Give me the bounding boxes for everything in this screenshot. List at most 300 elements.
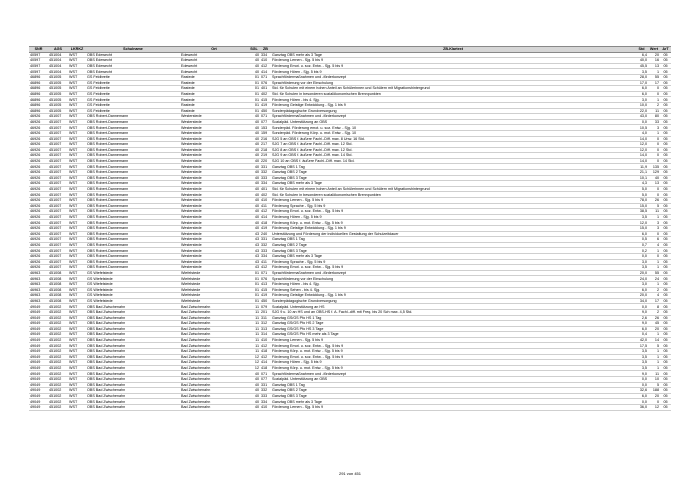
cell-ort: Westerstede — [180, 164, 248, 170]
cell-sgl: 01 — [248, 287, 260, 293]
cell-ags: 451007 — [48, 181, 68, 187]
cell-snr: 46926 — [29, 198, 48, 204]
cell-zb-klartext: Förderung Hören - bis 4. Sjg. — [271, 281, 635, 287]
cell-art: 05 — [660, 69, 671, 75]
cell-ort: Wiefelstede — [180, 287, 248, 293]
cell-sgl: 40 — [248, 52, 260, 58]
cell-wert: 13 — [648, 181, 660, 187]
cell-snr: 46926 — [29, 147, 48, 153]
cell-snr: 46896 — [29, 108, 48, 114]
cell-sgl: 01 — [248, 91, 260, 97]
cell-snr: 46926 — [29, 142, 48, 148]
cell-ort: Westerstede — [180, 209, 248, 215]
cell-sgl: 43 — [248, 259, 260, 265]
cell-lkrkz: WST — [68, 203, 86, 209]
cell-art: 05 — [660, 164, 671, 170]
cell-schulname: OBS Robert-Dannemann — [86, 175, 180, 181]
cell-snr: 49049 — [29, 332, 48, 338]
cell-ort: Rastede — [180, 108, 248, 114]
cell-lkrkz: WST — [68, 214, 86, 220]
cell-std: 5,0 — [635, 186, 648, 192]
cell-ags: 451008 — [48, 270, 68, 276]
cell-ags: 451002 — [48, 332, 68, 338]
cell-ort: Bad Zwischenahn — [180, 326, 248, 332]
cell-ags: 451002 — [48, 365, 68, 371]
cell-std: 12,0 — [635, 220, 648, 226]
cell-ags: 451005 — [48, 80, 68, 86]
cell-ort: Bad Zwischenahn — [180, 337, 248, 343]
cell-snr: 40597 — [29, 69, 48, 75]
cell-ort: Rastede — [180, 86, 248, 92]
cell-ags: 451007 — [48, 164, 68, 170]
cell-sgl: 11 — [248, 321, 260, 327]
cell-wert: 14 — [648, 337, 660, 343]
cell-schulname: OBS Robert-Dannemann — [86, 231, 180, 237]
cell-zb: 071 — [260, 74, 271, 80]
cell-snr: 49049 — [29, 377, 48, 383]
cell-snr: 49049 — [29, 321, 48, 327]
cell-art: 05 — [660, 259, 671, 265]
cell-wert: 26 — [648, 315, 660, 321]
cell-snr: 49049 — [29, 349, 48, 355]
cell-zb: 071 — [260, 114, 271, 120]
cell-ort: Wiefelstede — [180, 298, 248, 304]
cell-zb: 402 — [260, 192, 271, 198]
cell-art: 05 — [660, 377, 671, 383]
cell-art: 05 — [660, 382, 671, 388]
cell-lkrkz: WST — [68, 69, 86, 75]
col-header-zb-klartext: ZB-Klartext — [271, 47, 635, 53]
cell-snr: 46926 — [29, 209, 48, 215]
col-header-ags: AGS — [48, 47, 68, 53]
cell-std: 10,1 — [635, 175, 648, 181]
cell-wert: 1 — [648, 265, 660, 271]
cell-ort: Westerstede — [180, 147, 248, 153]
cell-snr: 46926 — [29, 186, 48, 192]
cell-art: 05 — [660, 214, 671, 220]
cell-snr: 46926 — [29, 192, 48, 198]
cell-zb-klartext: Ganztag OBS 2 Tage — [271, 388, 635, 394]
cell-ags: 451007 — [48, 192, 68, 198]
cell-ort: Westerstede — [180, 259, 248, 265]
cell-zb: 332 — [260, 170, 271, 176]
cell-lkrkz: WST — [68, 114, 86, 120]
cell-snr: 46926 — [29, 158, 48, 164]
cell-lkrkz: WST — [68, 343, 86, 349]
cell-wert: 11 — [648, 108, 660, 114]
cell-zb-klartext: Ganztag GS/GS Pfo HS mehr als 3 Tage — [271, 332, 635, 338]
cell-zb-klartext: Sprachfördermaßnahmen und -förderkonzept — [271, 114, 635, 120]
cell-ags: 451007 — [48, 114, 68, 120]
cell-lkrkz: WST — [68, 170, 86, 176]
cell-wert: 0 — [648, 153, 660, 159]
cell-ort: Bad Zwischenahn — [180, 343, 248, 349]
col-header-schulname: Schulname — [86, 47, 180, 53]
cell-schulname: OBS Bad Zwischenahn — [86, 377, 180, 383]
cell-wert: 0 — [648, 186, 660, 192]
cell-lkrkz: WST — [68, 332, 86, 338]
cell-sgl: 40 — [248, 69, 260, 75]
cell-ags: 451002 — [48, 349, 68, 355]
cell-zb: 334 — [260, 181, 271, 187]
cell-ort: Westerstede — [180, 136, 248, 142]
cell-wert: 17 — [648, 298, 660, 304]
cell-zb-klartext: Ganztag GS/GS Pfo HS 1 Tag — [271, 315, 635, 321]
cell-snr: 49049 — [29, 337, 48, 343]
cell-lkrkz: WST — [68, 58, 86, 64]
cell-std: 17,5 — [635, 343, 648, 349]
cell-zb: 419 — [260, 226, 271, 232]
cell-snr: 46926 — [29, 226, 48, 232]
cell-sgl: 40 — [248, 175, 260, 181]
cell-lkrkz: WST — [68, 153, 86, 159]
cell-sgl: 40 — [248, 405, 260, 411]
cell-lkrkz: WST — [68, 130, 86, 136]
cell-lkrkz: WST — [68, 309, 86, 315]
cell-ags: 451008 — [48, 293, 68, 299]
cell-ort: Westerstede — [180, 203, 248, 209]
cell-zb-klartext: Ganztag GS/GS Pfo HS 2 Tage — [271, 321, 635, 327]
cell-sgl: 01 — [248, 281, 260, 287]
cell-std: 12,0 — [635, 147, 648, 153]
cell-zb-klartext: Ganztag OBS mehr als 3 Tage — [271, 253, 635, 259]
cell-wert: 24 — [648, 276, 660, 282]
cell-zb-klartext: Förderung Emot. u. soz. Entw. - Sjg. 5 bis 9 — [271, 343, 635, 349]
cell-snr: 46896 — [29, 80, 48, 86]
cell-ort: Westerstede — [180, 158, 248, 164]
col-header-sgl: SGL — [248, 47, 260, 53]
cell-ort: Wiefelstede — [180, 281, 248, 287]
cell-wert: 6 — [648, 237, 660, 243]
cell-lkrkz: WST — [68, 158, 86, 164]
cell-std: 6,0 — [635, 287, 648, 293]
cell-art: 05 — [660, 248, 671, 254]
cell-zb: 077 — [260, 119, 271, 125]
cell-zb-klartext: Std. für Schulen mit einem hohen Anteil an Schülerinnen und Schülern mit Migrationshintergrund — [271, 186, 635, 192]
cell-zb-klartext: Förderung Geistige Entwicklung - Sjg. 1 bis 9 — [271, 293, 635, 299]
cell-ags: 451007 — [48, 214, 68, 220]
cell-lkrkz: WST — [68, 405, 86, 411]
cell-art: 05 — [660, 321, 671, 327]
cell-zb: 333 — [260, 175, 271, 181]
cell-std: 12,0 — [635, 142, 648, 148]
cell-lkrkz: WST — [68, 119, 86, 125]
cell-sgl: 01 — [248, 74, 260, 80]
cell-std: 4,0 — [635, 130, 648, 136]
cell-ort: Westerstede — [180, 186, 248, 192]
cell-zb: 450 — [260, 108, 271, 114]
cell-art: 05 — [660, 91, 671, 97]
cell-ort: Westerstede — [180, 114, 248, 120]
cell-wert: 0 — [648, 158, 660, 164]
cell-std: 9,0 — [635, 371, 648, 377]
cell-zb: 314 — [260, 332, 271, 338]
cell-ags: 451002 — [48, 343, 68, 349]
cell-sgl: 40 — [248, 382, 260, 388]
cell-std: 6,0 — [635, 86, 648, 92]
cell-sgl: 40 — [248, 170, 260, 176]
cell-snr: 46896 — [29, 86, 48, 92]
cell-zb: 410 — [260, 337, 271, 343]
cell-schulname: OBS Robert-Dannemann — [86, 142, 180, 148]
cell-wert: 0 — [648, 253, 660, 259]
cell-std: 11,9 — [635, 164, 648, 170]
cell-ags: 451002 — [48, 371, 68, 377]
cell-ort: Bad Zwischenahn — [180, 321, 248, 327]
cell-snr: 46926 — [29, 253, 48, 259]
cell-std: 3,5 — [635, 365, 648, 371]
cell-ort: Westerstede — [180, 265, 248, 271]
cell-schulname: OBS Bad Zwischenahn — [86, 321, 180, 327]
cell-zb-klartext: Förderung Lernen - Sjg. 5 bis 9 — [271, 405, 635, 411]
cell-wert: 2 — [648, 287, 660, 293]
cell-zb: 071 — [260, 371, 271, 377]
cell-schulname: OBS Bad Zwischenahn — [86, 382, 180, 388]
cell-art: 05 — [660, 270, 671, 276]
cell-zb: 412 — [260, 265, 271, 271]
cell-zb-klartext: Förderung Lernen - Sjg. 5 bis 9 — [271, 58, 635, 64]
cell-snr: 46963 — [29, 287, 48, 293]
cell-ort: Westerstede — [180, 175, 248, 181]
cell-schulname: GS Wiefelstede — [86, 287, 180, 293]
cell-sgl: 40 — [248, 58, 260, 64]
cell-snr: 46896 — [29, 91, 48, 97]
cell-schulname: OBS Robert-Dannemann — [86, 153, 180, 159]
cell-wert: 0 — [648, 399, 660, 405]
cell-art: 05 — [660, 265, 671, 271]
cell-sgl: 11 — [248, 326, 260, 332]
cell-ags: 451005 — [48, 74, 68, 80]
cell-ags: 451004 — [48, 58, 68, 64]
cell-std: 45,5 — [635, 63, 648, 69]
cell-snr: 46926 — [29, 170, 48, 176]
cell-wert: 20 — [648, 393, 660, 399]
col-header-snr: SNR — [29, 47, 48, 53]
cell-ort: Edewecht — [180, 52, 248, 58]
cell-zb-klartext: Ganztag OBS 3 Tage — [271, 393, 635, 399]
cell-sgl: 40 — [248, 214, 260, 220]
cell-ags: 451007 — [48, 170, 68, 176]
cell-lkrkz: WST — [68, 393, 86, 399]
cell-ort: Rastede — [180, 80, 248, 86]
cell-sgl: 40 — [248, 209, 260, 215]
cell-sgl: 01 — [248, 102, 260, 108]
cell-schulname: GS Feldbreite — [86, 108, 180, 114]
cell-std: 9,0 — [635, 321, 648, 327]
cell-art: 05 — [660, 170, 671, 176]
cell-sgl: 01 — [248, 276, 260, 282]
cell-zb-klartext: Sprachfördermaßnahmen und -förderkonzept — [271, 270, 635, 276]
cell-ort: Wiefelstede — [180, 293, 248, 299]
cell-wert: 0 — [648, 192, 660, 198]
cell-ort: Bad Zwischenahn — [180, 382, 248, 388]
cell-std: 36,0 — [635, 405, 648, 411]
cell-sgl: 01 — [248, 270, 260, 276]
cell-wert: 188 — [648, 388, 660, 394]
cell-sgl: 11 — [248, 343, 260, 349]
cell-schulname: OBS Edewecht — [86, 52, 180, 58]
cell-schulname: OBS Robert-Dannemann — [86, 226, 180, 232]
cell-art: 05 — [660, 192, 671, 198]
cell-sgl: 11 — [248, 349, 260, 355]
cell-art: 05 — [660, 332, 671, 338]
cell-wert: 0 — [648, 86, 660, 92]
cell-schulname: OBS Robert-Dannemann — [86, 125, 180, 131]
cell-ags: 451002 — [48, 399, 68, 405]
cell-art: 05 — [660, 349, 671, 355]
cell-art: 05 — [660, 399, 671, 405]
cell-schulname: OBS Bad Zwischenahn — [86, 388, 180, 394]
cell-zb-klartext: Sprachförderung vor der Einschulung — [271, 276, 635, 282]
cell-zb-klartext: Förderung Geistige Entwicklung - Sjg. 1 bis 9 — [271, 226, 635, 232]
cell-wert: 3 — [648, 125, 660, 131]
cell-sgl: 12 — [248, 360, 260, 366]
cell-schulname: OBS Robert-Dannemann — [86, 192, 180, 198]
cell-sgl: 40 — [248, 220, 260, 226]
cell-snr: 49049 — [29, 360, 48, 366]
cell-std: 15,0 — [635, 226, 648, 232]
cell-ort: Rastede — [180, 97, 248, 103]
col-header-zb: ZB — [260, 47, 271, 53]
cell-sgl: 40 — [248, 130, 260, 136]
cell-lkrkz: WST — [68, 371, 86, 377]
cell-ort: Bad Zwischenahn — [180, 405, 248, 411]
cell-lkrkz: WST — [68, 97, 86, 103]
cell-wert: 17 — [648, 80, 660, 86]
cell-art: 05 — [660, 125, 671, 131]
cell-zb: 402 — [260, 91, 271, 97]
cell-snr: 46926 — [29, 136, 48, 142]
cell-lkrkz: WST — [68, 186, 86, 192]
cell-std: 9,0 — [635, 309, 648, 315]
cell-wert: 10 — [648, 377, 660, 383]
cell-sgl: 11 — [248, 337, 260, 343]
cell-zb-klartext: Förderung Sprache - Sjg. 5 bis 9 — [271, 203, 635, 209]
cell-std: 6,0 — [635, 393, 648, 399]
cell-art: 05 — [660, 198, 671, 204]
cell-zb-klartext: Sprachfördermaßnahmen und -förderkonzept — [271, 371, 635, 377]
cell-zb-klartext: Ganztag OBS 1 Tag — [271, 382, 635, 388]
cell-wert: 129 — [648, 170, 660, 176]
cell-wert: 5 — [648, 203, 660, 209]
cell-std: 42,0 — [635, 337, 648, 343]
cell-schulname: OBS Bad Zwischenahn — [86, 326, 180, 332]
cell-wert: 5 — [648, 343, 660, 349]
cell-zb: 412 — [260, 343, 271, 349]
cell-zb-klartext: Förderung Lernen - Sjg. 5 bis 9 — [271, 198, 635, 204]
cell-std: 34,0 — [635, 298, 648, 304]
cell-sgl: 43 — [248, 231, 260, 237]
cell-ags: 451007 — [48, 158, 68, 164]
cell-art: 05 — [660, 153, 671, 159]
cell-art: 05 — [660, 175, 671, 181]
cell-lkrkz: WST — [68, 181, 86, 187]
cell-lkrkz: WST — [68, 337, 86, 343]
cell-zb-klartext: Ganztag OBS 3 Tage — [271, 175, 635, 181]
cell-zb: 331 — [260, 382, 271, 388]
cell-zb: 334 — [260, 399, 271, 405]
cell-art: 05 — [660, 203, 671, 209]
cell-ort: Bad Zwischenahn — [180, 332, 248, 338]
cell-ort: Wiefelstede — [180, 270, 248, 276]
cell-schulname: GS Feldbreite — [86, 86, 180, 92]
cell-ags: 451008 — [48, 287, 68, 293]
cell-schulname: GS Wiefelstede — [86, 298, 180, 304]
cell-zb-klartext: Std. für Schulen in besonderen sozialökonomischen Brennpunkten — [271, 91, 635, 97]
cell-zb-klartext: Förderung Geistige Entwicklung - Sjg. 1 bis 9 — [271, 102, 635, 108]
cell-std: 40,0 — [635, 58, 648, 64]
cell-std: 3,5 — [635, 349, 648, 355]
cell-ort: Bad Zwischenahn — [180, 377, 248, 383]
cell-sgl: 40 — [248, 198, 260, 204]
cell-zb-klartext: Förderung Hören - Sjg. 5 bis 9 — [271, 69, 635, 75]
cell-zb-klartext: Förderung Emot. u. soz. Entw. - Sjg. 5 bis 9 — [271, 63, 635, 69]
cell-ags: 451002 — [48, 315, 68, 321]
cell-ags: 451007 — [48, 153, 68, 159]
cell-wert: 135 — [648, 164, 660, 170]
cell-art: 05 — [660, 309, 671, 315]
cell-art: 05 — [660, 253, 671, 259]
cell-snr: 46963 — [29, 298, 48, 304]
cell-std: 28,0 — [635, 74, 648, 80]
cell-schulname: OBS Robert-Dannemann — [86, 130, 180, 136]
cell-std: 14,0 — [635, 158, 648, 164]
cell-zb-klartext: SJG 9 u. 10 an HS und an OBS-HS f. A. Fachl.-diff. mit Freq. bis 20 Sch max. 4,5 Std. — [271, 309, 635, 315]
cell-snr: 49049 — [29, 343, 48, 349]
col-header-ort: Ort — [180, 47, 248, 53]
cell-schulname: OBS Bad Zwischenahn — [86, 309, 180, 315]
cell-zb: 219 — [260, 153, 271, 159]
cell-std: 38,5 — [635, 209, 648, 215]
cell-zb: 412 — [260, 209, 271, 215]
cell-std: 2,6 — [635, 315, 648, 321]
cell-ort: Rastede — [180, 74, 248, 80]
report-table — [29, 46, 671, 411]
cell-zb: 312 — [260, 321, 271, 327]
cell-schulname: OBS Robert-Dannemann — [86, 170, 180, 176]
cell-std: 0,5 — [635, 237, 648, 243]
cell-zb: 415 — [260, 287, 271, 293]
cell-lkrkz: WST — [68, 86, 86, 92]
cell-lkrkz: WST — [68, 147, 86, 153]
cell-zb: 071 — [260, 270, 271, 276]
cell-sgl: 40 — [248, 192, 260, 198]
cell-ags: 451007 — [48, 265, 68, 271]
cell-std: 0,0 — [635, 382, 648, 388]
cell-ags: 451007 — [48, 237, 68, 243]
cell-schulname: OBS Bad Zwischenahn — [86, 399, 180, 405]
cell-sgl: 40 — [248, 125, 260, 131]
cell-ort: Westerstede — [180, 220, 248, 226]
report-table-container — [29, 46, 671, 411]
cell-schulname: GS Feldbreite — [86, 97, 180, 103]
cell-schulname: OBS Robert-Dannemann — [86, 119, 180, 125]
table-body — [29, 52, 671, 410]
cell-snr: 46896 — [29, 97, 48, 103]
cell-sgl: 40 — [248, 399, 260, 405]
cell-art: 05 — [660, 102, 671, 108]
cell-schulname: GS Feldbreite — [86, 80, 180, 86]
cell-snr: 46926 — [29, 125, 48, 131]
cell-art: 05 — [660, 304, 671, 310]
cell-zb: 411 — [260, 203, 271, 209]
cell-art: 05 — [660, 209, 671, 215]
cell-wert: 4 — [648, 293, 660, 299]
cell-ort: Rastede — [180, 102, 248, 108]
cell-snr: 49049 — [29, 382, 48, 388]
cell-ags: 451004 — [48, 52, 68, 58]
cell-art: 05 — [660, 86, 671, 92]
